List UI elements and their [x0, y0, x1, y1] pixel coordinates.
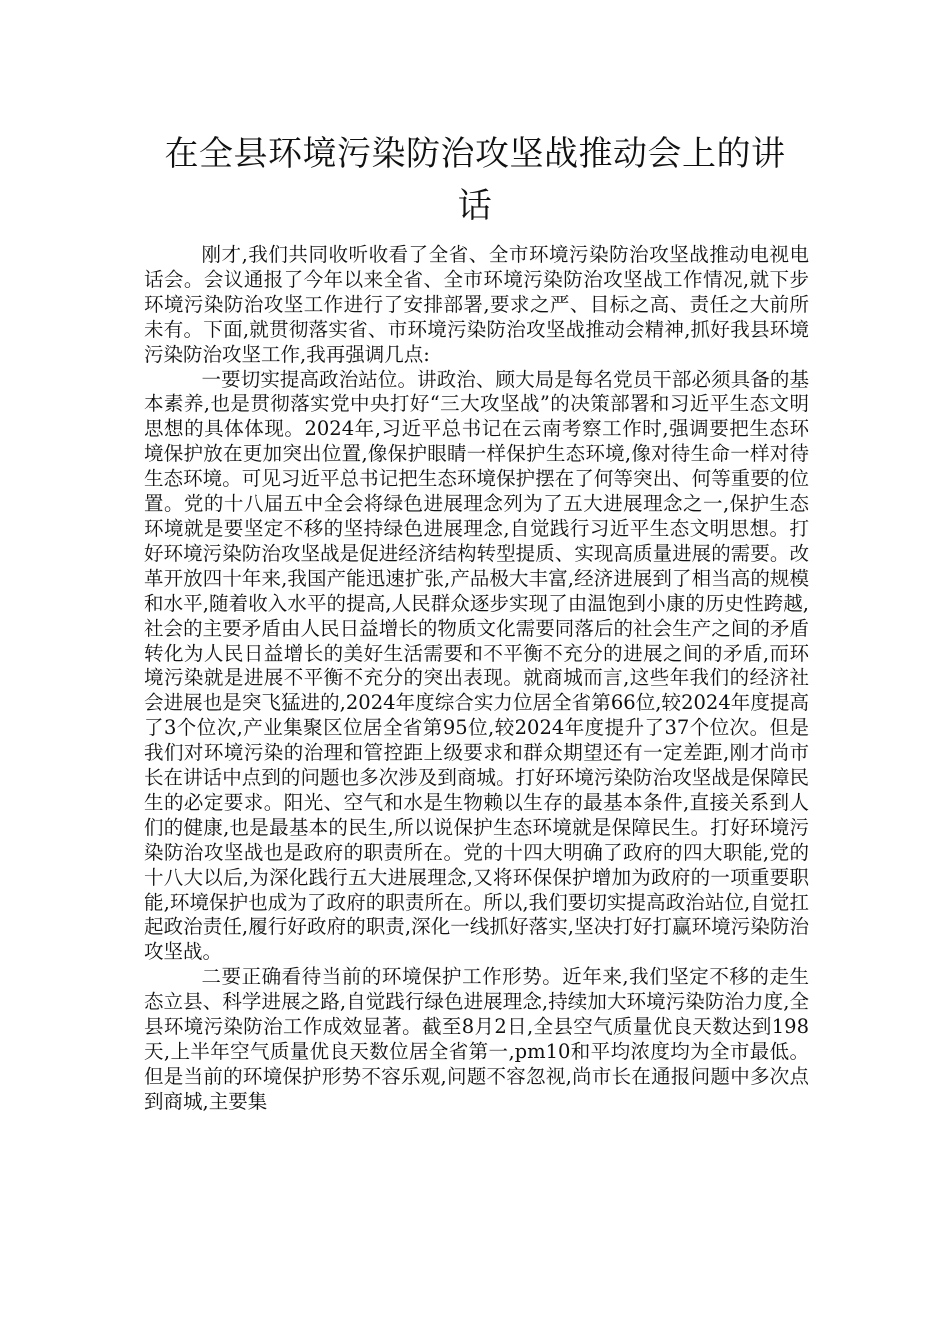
paragraph-intro: 刚才,我们共同收听收看了全省、全市环境污染防治攻坚战推动电视电话会。会议通报了今年以来全省、全市环境污染防治攻坚战工作情况,就下步环境污染防治攻坚工作进行了安排部署,要求之严、目标之高、责任之大前所未有。下面,就贯彻落实省、市环境污染防治攻坚战推动会精神,抓好我县环境污染防治攻坚工作,我再强调几点:: [144, 243, 809, 366]
paragraph-point-two: 二要正确看待当前的环境保护工作形势。近年来,我们坚定不移的走生态立县、科学进展之路,自觉践行绿色进展理念,持续加大环境污染防治力度,全县环境污染防治工作成效显著。截至8月2日,全县空气质量优良天数达到198天,上半年空气质量优良天数位居全省第一,pm10和平均浓度均为全市最低。但是当前的环境保护形势不容乐观,问题不容忽视,尚市长在通报问题中多次点到商城,主要集: [144, 965, 809, 1113]
document-title: 在全县环境污染防治攻坚战推动会上的讲话: [164, 134, 786, 226]
document-body: [144, 243, 809, 1115]
paragraph-point-one: 一要切实提高政治站位。讲政治、顾大局是每名党员干部必须具备的基本素养,也是贯彻落实党中央打好“三大攻坚战”的决策部署和习近平生态文明思想的具体体现。2024年,习近平总书记在云南考察工作时,强调要把生态环境保护放在更加突出位置,像保护眼睛一样保护生态环境,像对待生命一样对待生态环境。可见习近平总书记把生态环境保护摆在了何等突出、何等重要的位置。党的十八届五中全会将绿色进展理念列为了五大进展理念之一,保护生态环境就是要坚定不移的坚持绿色进展理念,自觉践行习近平生态文明思想。打好环境污染防治攻坚战是促进经济结构转型提质、实现高质量进展的需要。改革开放四十年来,我国产能迅速扩张,产品极大丰富,经济进展到了相当高的规模和水平,随着收入水平的提高,人民群众逐步实现了由温饱到小康的历史性跨越,社会的主要矛盾由人民日益增长的物质文化需要同落后的社会生产之间的矛盾转化为人民日益增长的美好生活需要和不平衡不充分的进展之间的矛盾,而环境污染就是进展不平衡不充分的突出表现。就商城而言,这些年我们的经济社会进展也是突飞猛进的,2024年度综合实力位居全省第66位,较2024年度提高了3个位次,产业集聚区位居全省第95位,较2024年度提升了37个位次。但是我们对环境污染的治理和管控距上级要求和群众期望还有一定差距,刚才尚市长在讲话中点到的问题也多次涉及到商城。打好环境污染防治攻坚战是保障民生的必定要求。阳光、空气和水是生物赖以生存的最基本条件,直接关系到人们的健康,也是最基本的民生,所以说保护生态环境就是保障民生。打好环境污染防治攻坚战也是政府的职责所在。党的十四大明确了政府的四大职能,党的十八大以后,为深化践行五大进展理念,又将环保保护增加为政府的一项重要职能,环境保护也成为了政府的职责所在。所以,我们要切实提高政治站位,自觉扛起政治责任,履行好政府的职责,深化一线抓好落实,坚决打好打赢环境污染防治攻坚战。: [144, 367, 809, 964]
